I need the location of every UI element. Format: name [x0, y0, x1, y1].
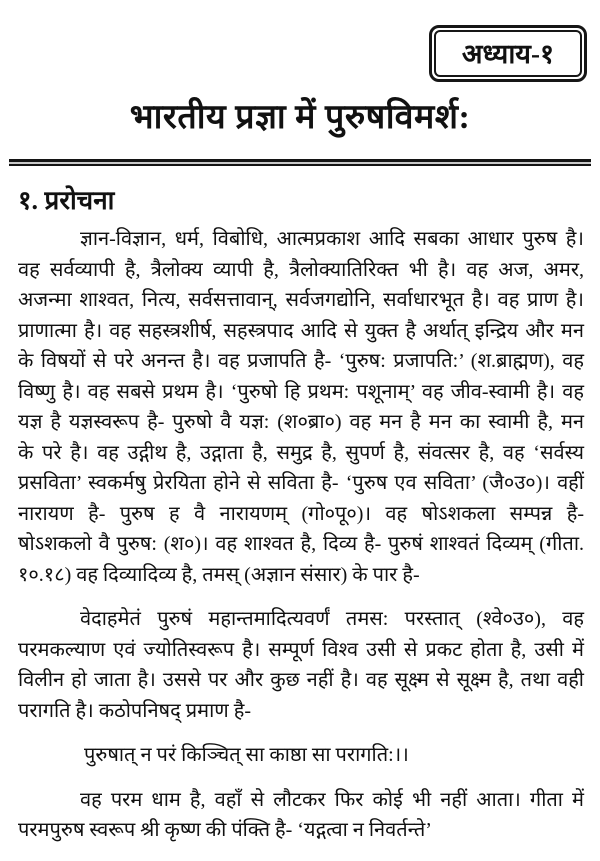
text-line: विलीन हो जाता है। उससे पर और कुछ नहीं है। वह सूक्ष्म से सूक्ष्म है, तथा वही [18, 669, 584, 691]
paragraph-2 [18, 604, 584, 726]
text-line: के परे है। वह उद्गीथ है, उद्गाता है, समुद्र है, सुपर्ण है, संवत्सर है, वह ‘सर्वस्य [18, 441, 584, 464]
section-heading: १. प्ररोचना [18, 186, 115, 215]
text-line: वेदाहमेतं पुरुषं महान्तमादित्यवर्णं तमस: परस्तात् (श्वे०उ०), वह [80, 608, 584, 630]
text-line: षोऽशकलो वै पुरुष: (श०)। वह शाश्वत है, दिव्य है- पुरुषं शाश्वतं दिव्यम् (गीता. [18, 533, 584, 555]
text-line: के विषयों से परे अनन्त है। वह प्रजापति है- ‘पुरुष: प्रजापति:’ (श.ब्राह्मण), वह [18, 350, 584, 372]
text-line: ज्ञान-विज्ञान, धर्म, विबोधि, आत्मप्रकाश आदि सबका आधार पुरुष है। [80, 228, 584, 250]
text-line: परागति है। कठोपनिषद् प्रमाण है- [18, 699, 251, 722]
body-text [18, 224, 584, 860]
text-line: प्रसविता’ स्वकर्मषु प्रेरयिता होने से सविता है- ‘पुरुष एव सविता’ (जै०उ०)। वहीं [18, 472, 584, 494]
text-line: प्राणात्मा है। वह सहस्त्रशीर्ष, सहस्त्रपाद आदि से युक्त है अर्थात् इन्द्रिय और मन [18, 319, 584, 342]
text-line: १०.१८) वह दिव्यादिव्य है, तमस् (अज्ञान संसार) के पार है- [18, 563, 420, 586]
text-line: नारायण है- पुरुष ह वै नारायणम् (गो०पू०)। वह षोऽशकला सम्पन्न है- [18, 502, 584, 525]
page-title: भारतीय प्रज्ञा में पुरुषविमर्श: [129, 99, 471, 136]
chapter-badge-frame [429, 25, 587, 82]
text-line: अजन्मा शाश्वत, नित्य, सर्वसत्तावान्, सर्वजगद्योनि, सर्वाधारभूत है। वह प्राण है। [18, 289, 584, 311]
sanskrit-verse: पुरुषात् न परं किञ्चित् सा काष्ठा सा परागति:।। [84, 744, 409, 766]
text-line: परमपुरुष स्वरूप श्री कृष्ण की पंक्ति है- ‘यद्गत्वा न निवर्तन्ते’ [18, 819, 432, 841]
paragraph-3 [18, 785, 584, 846]
paragraph-1 [18, 224, 584, 590]
chapter-badge: अध्याय-१ [434, 30, 582, 77]
text-line: परमकल्याण एवं ज्योतिस्वरूप है। सम्पूर्ण विश्व उसी से प्रकट होता है, उसी में [18, 638, 584, 661]
text-line: विष्णु है। वह सबसे प्रथम है। ‘पुरुषो हि प्रथम: पशूनाम्’ वह जीव-स्वामी है। वह [18, 380, 584, 403]
text-line: यज्ञ है यज्ञस्वरूप है- पुरुषो वै यज्ञ: (श०ब्रा०) वह मन है मन का स्वामी है, मन [18, 411, 584, 433]
text-line: वह सर्वव्यापी है, त्रैलोक्य व्यापी है, त्रैलोक्यातिरिक्त भी है। वह अज, अमर, [18, 258, 584, 281]
title-divider-rule [9, 159, 591, 166]
text-line: वह परम धाम है, वहाँ से लौटकर फिर कोई भी नहीं आता। गीता में [80, 788, 584, 811]
